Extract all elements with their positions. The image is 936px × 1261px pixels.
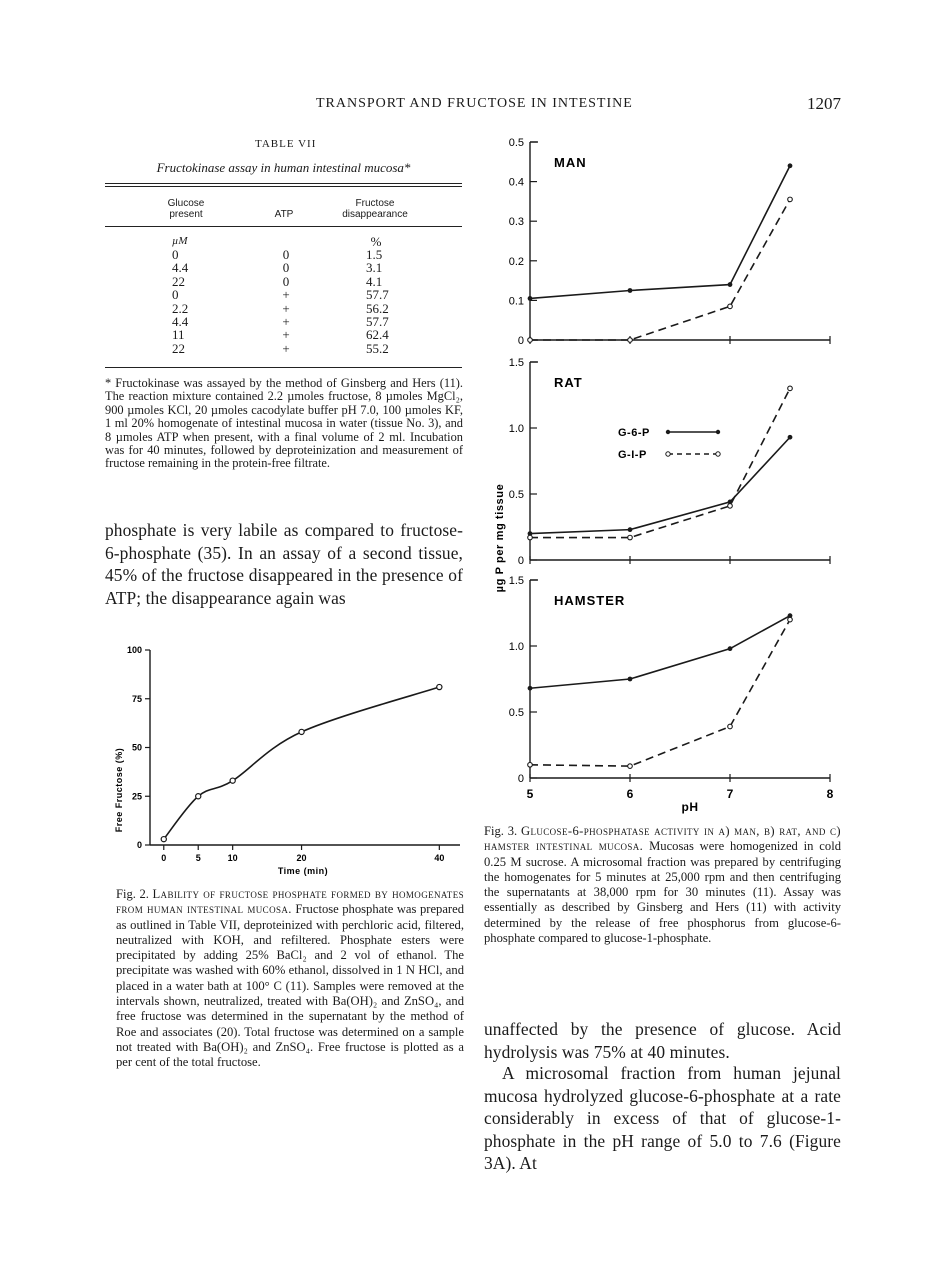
- fig3-g6p-point: [728, 646, 733, 651]
- fig3-series-g6p-line: [530, 437, 790, 533]
- fig2-ticks: [127, 645, 444, 863]
- table-cell: 57.7: [366, 287, 389, 303]
- table-cell: 0: [172, 247, 179, 262]
- table-cell: 4.4: [172, 260, 189, 276]
- fig3-series-g1p-line: [530, 388, 790, 537]
- table-cell: 11: [172, 327, 185, 343]
- fig3-series-g6p-line: [530, 166, 790, 299]
- table-top-rule-2: [105, 186, 462, 187]
- fig3-x-tick-label: 6: [626, 787, 634, 801]
- fig3-legend-g1p-label: G-I-P: [618, 449, 647, 461]
- table-top-rule: [105, 183, 462, 184]
- fig3-y-tick-label: 0.1: [508, 295, 524, 308]
- fig3-panel-title: RAT: [554, 375, 583, 390]
- table-row: [0, 328, 470, 341]
- fig3-g1p-point: [628, 338, 633, 343]
- fig3-g1p-point: [728, 504, 733, 509]
- fig3-legend-g6p-marker: [716, 430, 720, 434]
- fig3-g6p-point: [728, 282, 733, 287]
- table-header-rule: [105, 226, 462, 227]
- fig3-g6p-point: [788, 163, 793, 168]
- table-cell: 0: [282, 260, 290, 276]
- fig3-g6p-point: [628, 677, 633, 682]
- fig2-x-tick-label: 10: [227, 853, 238, 863]
- fig3-caption-label: Fig. 3.: [484, 824, 518, 838]
- table-label: TABLE VII: [255, 138, 317, 150]
- table-cell: +: [282, 313, 290, 329]
- table-footnote: * Fructokinase was assayed by the method of Ginsberg and Hers (11). The reaction mixture contained 2.2 µmoles fructose, 8 µmoles MgCl₂, 900 µmoles KCl, 20 µmoles cacodylate buffer pH 7.0, 100 µmoles KF, 1 ml 20% homogenate of intestinal mucosa in water (tissue No. 3), and 8 µmoles ATP when present, with a final volume of 2 ml. Incubation was for 40 minutes, followed by deproteinization and measurement of fructose remaining in the protein-free filtrate.: [105, 376, 463, 471]
- fig2-y-tick-label: 0: [136, 840, 142, 850]
- fig3-x-tick-label: 5: [526, 787, 534, 801]
- fig3-g1p-point: [528, 763, 533, 768]
- table-cell: 3.1: [366, 260, 383, 276]
- body-paragraph-right-2: A microsomal fraction from human jejunal mucosa hydrolyzed glucose-6-phosphate at a rate considerably in excess of that of glucose-1-phosphate in the pH range of 5.0 to 7.6 (Figure 3A). At: [484, 1063, 841, 1173]
- fig3-g1p-point: [788, 197, 793, 202]
- fig3-g6p-point: [628, 288, 633, 293]
- fig3-panel-title: HAMSTER: [554, 593, 626, 608]
- table-cell: 55.2: [366, 340, 389, 356]
- fig2-data-point: [230, 778, 235, 783]
- table-cell: 1.5: [366, 247, 383, 262]
- fig2-x-axis-label: Time (min): [277, 866, 329, 876]
- table-cell: 4.1: [366, 273, 383, 289]
- table-header-atp: ATP: [274, 209, 294, 220]
- fig3-panel-rat: [509, 357, 830, 567]
- running-head: TRANSPORT AND FRUCTOSE IN INTESTINE: [316, 96, 633, 111]
- fig2-caption-label: Fig. 2.: [116, 887, 149, 901]
- body-paragraph-left: phosphate is very labile as compared to fructose-6-phosphate (35). In an assay of a second tissue, 45% of the fructose disappeared in the presence of ATP; the disappearance again was: [105, 520, 463, 608]
- fig3-g1p-point: [628, 535, 633, 540]
- fig3-y-tick-label: 0.2: [508, 255, 524, 268]
- fig3-legend-g6p-marker: [666, 430, 670, 434]
- fig3-y-tick-label: 0.3: [508, 216, 524, 229]
- fig2-x-tick-label: 20: [296, 853, 307, 863]
- fig2-x-tick-label: 5: [195, 853, 201, 863]
- fig2-caption: [116, 887, 464, 1071]
- fig3-g1p-point: [728, 724, 733, 729]
- table-cell: +: [282, 287, 290, 303]
- table-cell: 22: [172, 340, 185, 356]
- fig3-y-tick-label: 1.5: [508, 575, 524, 587]
- fig2-caption-text: Fructose phosphate was prepared as outlined in Table VII, deproteinized with perchloric acid, filtered, neutralized with KOH, and refiltered. Phosphate esters were precipitated by adding 25% BaCl₂ and 2 vol of ethanol. The precipitate was washed with 60% ethanol, dissolved in 1 N HCl, and placed in a water bath at 100° C (11). Samples were removed at the intervals shown, neutralized, treated with Ba(OH)₂ and ZnSO₄, and free fructose was determined in the supernatant by the method of Roe and associates (20). Total fructose was determined on a sample not treated with Ba(OH)₂ and ZnSO₄. Free fructose is plotted as a per cent of the total fructose.: [116, 902, 464, 1070]
- table-bottom-rule: [105, 367, 462, 368]
- fig2-y-tick-label: 25: [131, 791, 142, 802]
- fig3-legend-g1p-marker: [666, 452, 670, 456]
- fig3-legend-g6p-label: G-6-P: [618, 427, 650, 439]
- fig3-y-tick-label: 0.4: [508, 176, 524, 189]
- fig2-chart: [105, 640, 465, 880]
- table-row: [0, 315, 470, 328]
- table-cell: 4.4: [172, 313, 189, 329]
- table-unit-fructose: %: [370, 234, 382, 249]
- fig3-x-axis-label: pH: [681, 800, 699, 814]
- fig3-g1p-point: [788, 386, 793, 391]
- table-cell: 0: [282, 273, 290, 289]
- fig3-panel-man: [509, 137, 830, 347]
- fig3-g6p-point: [788, 435, 793, 440]
- table-header-fructose: Fructose disappearance: [342, 198, 408, 220]
- table-row: [0, 302, 470, 315]
- fig3-y-tick-label: 0.5: [508, 137, 524, 149]
- fig3-caption-text: Mucosas were homogenized in cold 0.25 M sucrose. A microsomal fraction was prepared by centrifuging the homogenates for 5 minutes at 25,000 rpm and then centrifuging the supernatants at 38,000 rpm for 30 minutes (11). Assay was essentially as described by Ginsberg and Hers (11) with activity determined by the release of free phosphorus from glucose-6-phosphate compared to glucose-1-phosphate.: [484, 839, 841, 946]
- table-cell: 22: [172, 273, 185, 289]
- table-cell: 62.4: [366, 327, 389, 343]
- fig3-g6p-point: [528, 296, 533, 301]
- fig3-panels: [509, 137, 834, 801]
- fig3-panel-hamster: [509, 575, 830, 785]
- fig2-x-tick-label: 0: [161, 853, 167, 863]
- table-cell: +: [282, 300, 290, 316]
- table-row: [0, 261, 470, 274]
- fig3-y-tick-label: 1.0: [508, 641, 524, 653]
- fig3-chart: [480, 130, 845, 815]
- fig2-data-point: [196, 794, 201, 799]
- fig3-legend: [618, 427, 720, 461]
- fig3-y-tick-label: 0: [517, 555, 524, 567]
- table-cell: 57.7: [366, 313, 389, 329]
- table-body: [0, 248, 470, 355]
- fig3-g1p-point: [628, 764, 633, 769]
- table-row: [0, 342, 470, 355]
- fig3-panel-title: MAN: [554, 155, 587, 170]
- fig2-data-point: [299, 729, 304, 734]
- body-paragraph-right-1: unaffected by the presence of glucose. Acid hydrolysis was 75% at 40 minutes.: [484, 1019, 841, 1062]
- fig2-y-tick-label: 100: [126, 645, 142, 655]
- fig2-y-axis-label: Free Fructose (%): [114, 747, 124, 833]
- fig2-data-point: [161, 837, 166, 842]
- fig3-y-tick-label: 0: [517, 335, 524, 347]
- fig3-series-g1p-line: [530, 199, 790, 340]
- fig3-g1p-point: [728, 304, 733, 309]
- table-cell: 0: [172, 287, 179, 303]
- fig3-g1p-point: [528, 535, 533, 540]
- table-cell: 56.2: [366, 300, 389, 316]
- page-number: 1207: [807, 94, 841, 113]
- fig3-series-g6p-line: [530, 616, 790, 689]
- fig3-legend-g1p-marker: [716, 452, 720, 456]
- fig2-axes: [150, 650, 460, 845]
- fig3-y-tick-label: 0: [517, 773, 524, 785]
- fig3-g1p-point: [528, 338, 533, 343]
- fig3-y-tick-label: 0.5: [508, 707, 524, 719]
- fig2-caption-title: Lability of fructose phosphate formed by homogenates from human intestinal mucosa.: [116, 887, 465, 917]
- table-row: [0, 248, 470, 261]
- table-row: [0, 288, 470, 301]
- table-cell: +: [282, 340, 290, 356]
- fig3-series-g1p-line: [530, 620, 790, 767]
- fig3-x-tick-label: 7: [726, 787, 734, 801]
- fig2-points: [161, 684, 442, 841]
- fig2-x-tick-label: 40: [434, 853, 445, 863]
- fig3-y-tick-label: 1.0: [508, 423, 524, 435]
- fig3-caption: [484, 824, 841, 946]
- fig3-g6p-point: [628, 527, 633, 532]
- table-cell: 2.2: [172, 300, 189, 316]
- table-header-glucose: Glucose present: [167, 198, 205, 220]
- fig2-y-tick-label: 50: [131, 742, 142, 753]
- table-cell: +: [282, 327, 290, 343]
- table-row: [0, 275, 470, 288]
- fig2-y-tick-label: 75: [131, 693, 142, 704]
- table-unit-glucose: µM: [172, 235, 188, 247]
- fig3-y-axis-label: µg P per mg tissue: [494, 483, 506, 593]
- fig2-data-point: [437, 684, 442, 689]
- table-cell: 0: [282, 247, 290, 262]
- fig2-series-line: [164, 687, 440, 839]
- fig3-y-tick-label: 1.5: [508, 357, 524, 369]
- fig3-g1p-point: [788, 617, 793, 622]
- fig3-x-tick-label: 8: [826, 787, 834, 801]
- fig3-g6p-point: [528, 686, 533, 691]
- fig3-caption-title: Glucose-6-phosphatase activity in a) man, b) rat, and c) hamster intestinal mucosa.: [484, 824, 841, 854]
- fig3-y-tick-label: 0.5: [508, 489, 524, 501]
- table-caption: Fructokinase assay in human intestinal mucosa*: [156, 160, 411, 175]
